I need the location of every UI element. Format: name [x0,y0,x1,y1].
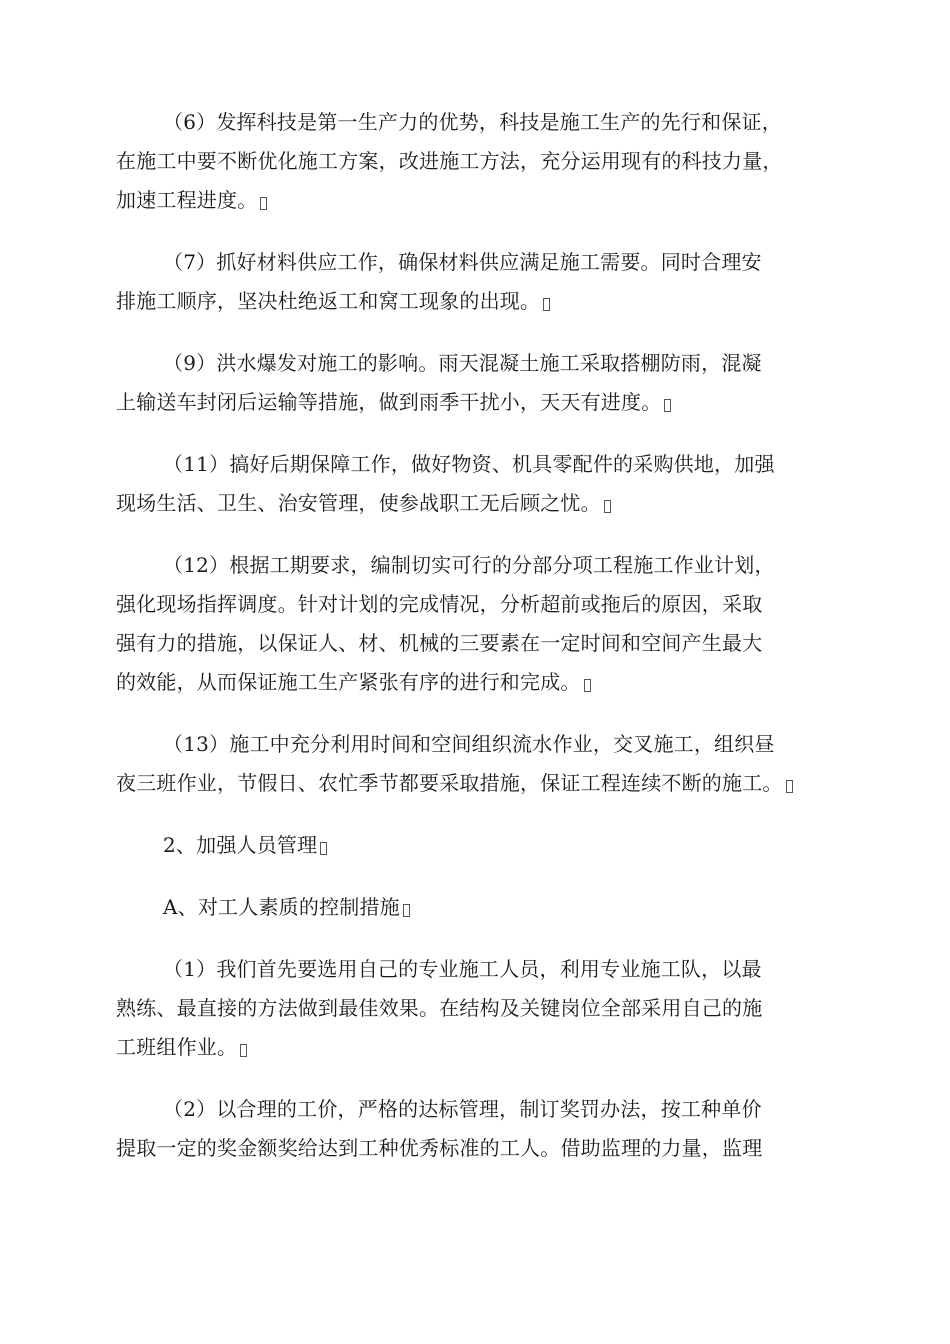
paragraph-line-text: 2、加强人员管理 [163,833,318,857]
document-body [116,103,836,1191]
paragraph-11 [116,445,836,523]
paragraph-mark-icon [260,197,267,210]
paragraph-line: 强有力的措施，以保证人、材、机械的三要素在一定时间和空间产生最大 [116,631,763,655]
paragraph-line: （1）我们首先要选用自己的专业施工人员，利用专业施工队，以最 [163,957,762,981]
paragraph-mark-icon [543,298,550,311]
paragraph-line [116,764,836,803]
paragraph-12 [116,546,836,702]
paragraph-line-text: 夜三班作业，节假日、农忙季节都要采取措施，保证工程连续不断的施工。 [116,771,783,795]
paragraph-line: （2）以合理的工价，严格的达标管理，制订奖罚办法，按工种单价 [163,1097,762,1121]
paragraph-line [116,282,836,321]
paragraph-line [116,484,836,523]
paragraph-line [116,826,836,865]
paragraph-7 [116,243,836,321]
paragraph-mark-icon [786,780,793,793]
paragraph-mark-icon [664,399,671,412]
paragraph-line-text: A、对工人素质的控制措施 [163,895,400,919]
paragraph-line: 提取一定的奖金额奖给达到工种优秀标准的工人。借助监理的力量，监理 [116,1136,763,1160]
paragraph-13 [116,725,836,803]
paragraph-line: 熟练、最直接的方法做到最佳效果。在结构及关键岗位全部采用自己的施 [116,996,763,1020]
paragraph-line: （11）搞好后期保障工作，做好物资、机具零配件的采购供地，加强 [163,452,775,476]
paragraph-line [116,663,836,702]
paragraph-line [116,888,836,927]
paragraph-line: （7）抓好材料供应工作，确保材料供应满足施工需要。同时合理安 [163,250,762,274]
paragraph-line [116,383,836,422]
paragraph-line-text: 排施工顺序，坚决杜绝返工和窝工现象的出现。 [116,289,541,313]
paragraph-6 [116,103,836,220]
paragraph-line: 强化现场指挥调度。针对计划的完成情况，分析超前或拖后的原因，采取 [116,592,763,616]
paragraph-line: （9）洪水爆发对施工的影响。雨天混凝土施工采取搭棚防雨，混凝 [163,351,762,375]
paragraph-line [116,181,836,220]
paragraph-a1 [116,950,836,1067]
paragraph-line-text: 现场生活、卫生、治安管理，使参战职工无后顾之忧。 [116,491,601,515]
paragraph-line-text: 加速工程进度。 [116,188,258,212]
paragraph-line [116,1028,836,1067]
paragraph-line-text: 上输送车封闭后运输等措施，做到雨季干扰小，天天有进度。 [116,390,662,414]
paragraph-mark-icon [403,904,410,917]
paragraph-mark-icon [240,1044,247,1057]
paragraph-mark-icon [320,842,327,855]
paragraph-line: 在施工中要不断优化施工方案，改进施工方法，充分运用现有的科技力量， [116,149,783,173]
paragraph-line: （13）施工中充分利用时间和空间组织流水作业，交叉施工，组织昼 [163,732,775,756]
paragraph-9 [116,344,836,422]
subsection-heading-worker-quality [116,888,836,927]
paragraph-line: （6）发挥科技是第一生产力的优势，科技是施工生产的先行和保证， [163,110,782,134]
section-heading-staff-management [116,826,836,865]
paragraph-mark-icon [584,679,591,692]
paragraph-a2 [116,1090,836,1168]
paragraph-line: （12）根据工期要求，编制切实可行的分部分项工程施工作业计划， [163,553,775,577]
paragraph-line-text: 的效能，从而保证施工生产紧张有序的进行和完成。 [116,670,581,694]
paragraph-line-text: 工班组作业。 [116,1035,238,1059]
paragraph-mark-icon [604,500,611,513]
